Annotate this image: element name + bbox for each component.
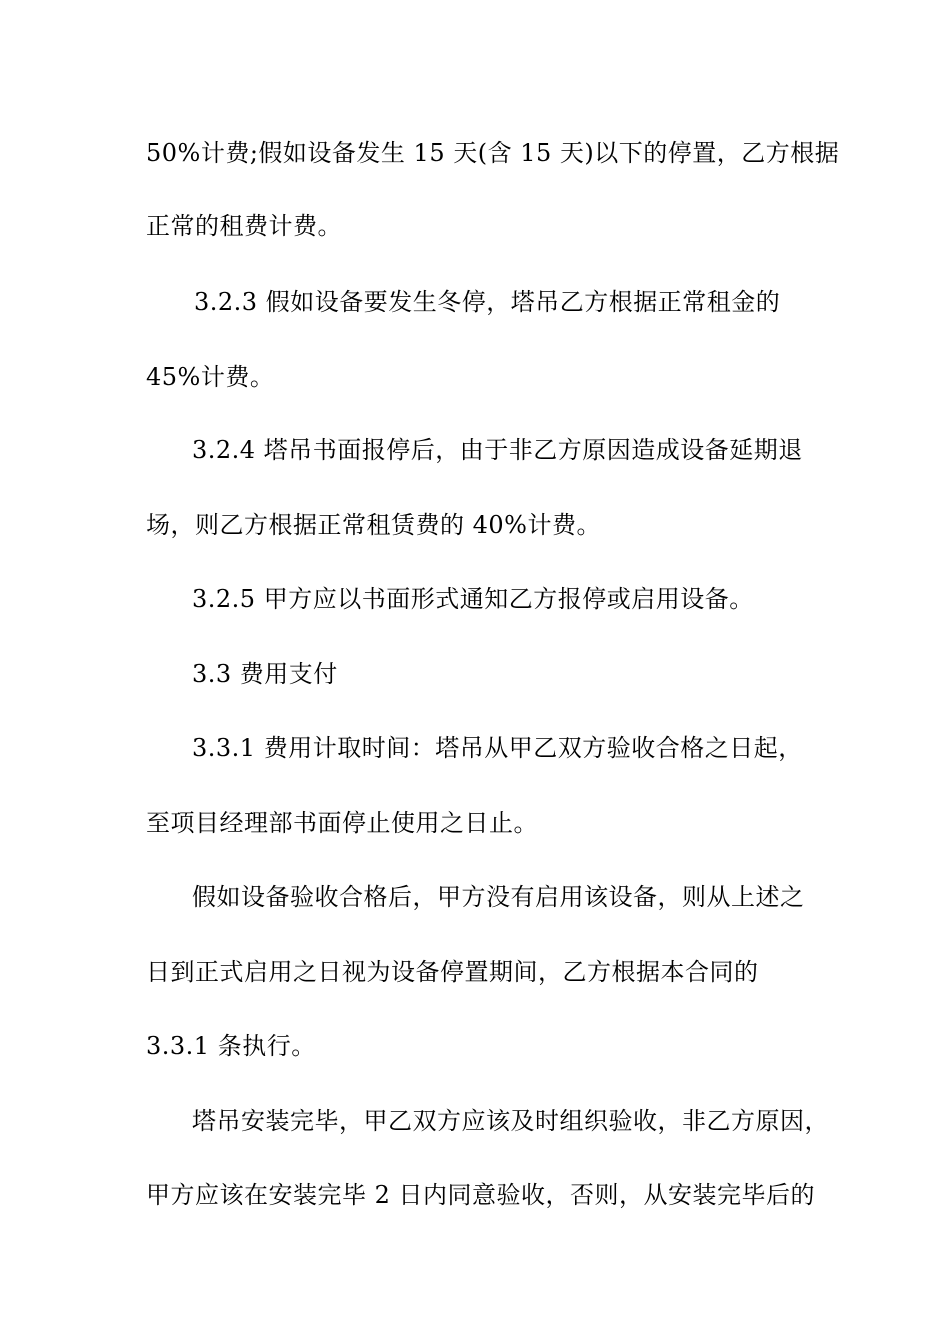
clause-3-2-5-line: 3.2.5 甲方应以书面形式通知乙方报停或启用设备。: [192, 585, 754, 613]
paragraph-line: 塔吊安装完毕，甲乙双方应该及时组织验收，非乙方原因，: [192, 1107, 829, 1135]
clause-3-3-1-line: 3.3.1 费用计取时间：塔吊从甲乙双方验收合格之日起，: [192, 734, 803, 762]
paragraph-line: 50%计费;假如设备发生 15 天(含 15 天)以下的停置，乙方根据: [146, 139, 840, 167]
clause-3-2-3-line: 3.2.3 假如设备要发生冬停，塔吊乙方根据正常租金的: [194, 288, 781, 316]
paragraph-line: 甲方应该在安装完毕 2 日内同意验收，否则，从安装完毕后的: [146, 1181, 816, 1209]
section-3-3-heading: 3.3 费用支付: [192, 660, 338, 688]
paragraph-line: 假如设备验收合格后，甲方没有启用该设备，则从上述之: [192, 883, 805, 911]
paragraph-line: 至项目经理部书面停止使用之日止。: [146, 809, 538, 837]
clause-3-2-4-line: 3.2.4 塔吊书面报停后，由于非乙方原因造成设备延期退: [192, 436, 803, 464]
paragraph-line: 场，则乙方根据正常租赁费的 40%计费。: [146, 511, 601, 539]
paragraph-line: 日到正式启用之日视为设备停置期间，乙方根据本合同的: [146, 958, 759, 986]
paragraph-line: 3.3.1 条执行。: [146, 1032, 316, 1060]
paragraph-line: 45%计费。: [146, 363, 275, 391]
paragraph-line: 正常的租费计费。: [146, 212, 342, 240]
